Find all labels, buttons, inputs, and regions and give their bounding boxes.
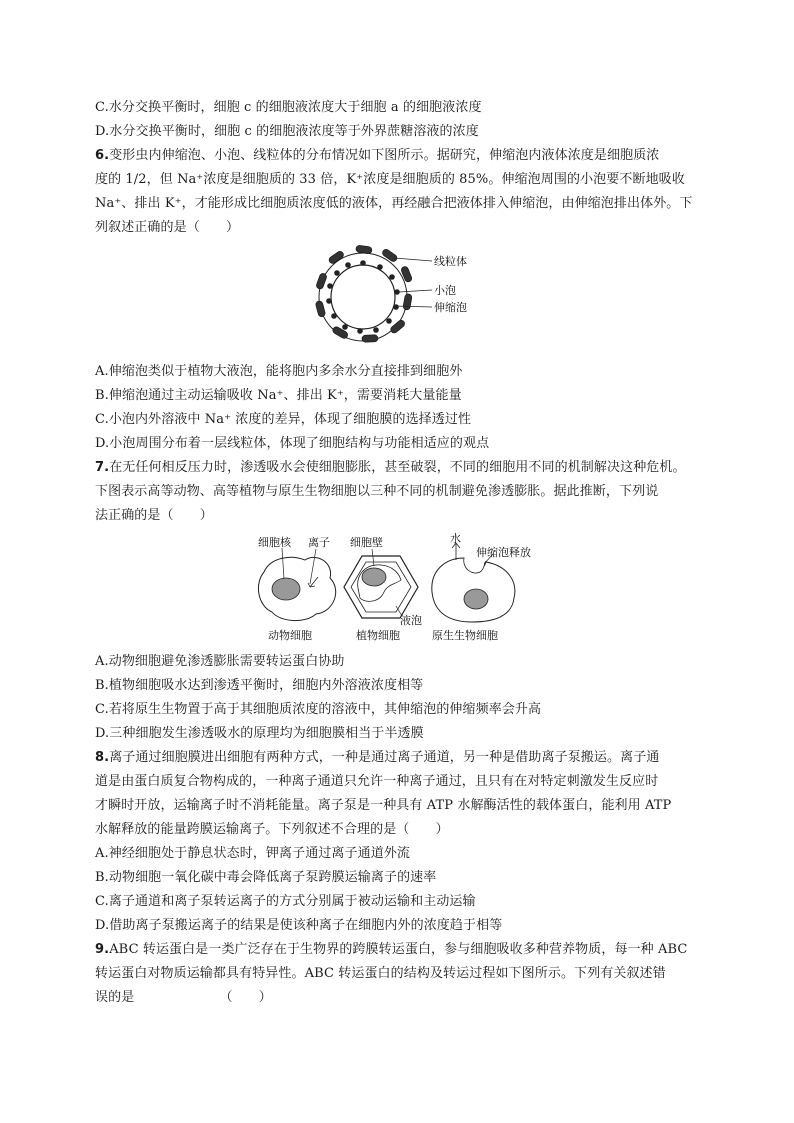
q7-stem-line3: 法正确的是（ ）: [95, 508, 213, 523]
q6-stem-line2: 度的 1/2，但 Na⁺浓度是细胞质的 33 倍，K⁺浓度是细胞质的 85%。伸缩泡周围的小泡要不断地吸收: [95, 172, 685, 187]
q7-option-a: A.动物细胞避免渗透膨胀需要转运蛋白协助: [95, 654, 345, 669]
q8-option-d: D.借助离子泵搬运离子的结果是使该种离子在细胞内外的浓度趋于相等: [95, 918, 503, 933]
caption-animal-cell: 动物细胞: [268, 629, 312, 642]
label-nucleus: 细胞核: [258, 536, 291, 549]
q9-stem-line2: 转运蛋白对物质运输都具有特异性。ABC 转运蛋白的结构及转运过程如下图所示。下列有关叙述错: [95, 966, 666, 981]
q7-option-d: D.三种细胞发生渗透吸水的原理均为细胞膜相当于半透膜: [95, 726, 424, 741]
q6-stem: 6.变形虫内伸缩泡、小泡、线粒体的分布情况如下图所示。据研究，伸缩泡内液体浓度是细胞质浓: [95, 148, 660, 163]
q7-option-b: B.植物细胞吸水达到渗透平衡时，细胞内外溶液浓度相等: [95, 678, 424, 693]
label-vesicle: 小泡: [434, 284, 456, 297]
q9-stem-line3: 误的是 （ ）: [95, 990, 272, 1005]
question-number: 7.: [95, 460, 110, 475]
q8-stem-line4: 水解释放的能量跨膜运输离子。下列叙述不合理的是（ ）: [95, 822, 449, 837]
caption-protist-cell: 原生生物细胞: [432, 629, 498, 642]
q8-option-c: C.离子通道和离子泵转运离子的方式分别属于被动运输和主动运输: [95, 894, 476, 909]
q6-option-d: D.小泡周围分布着一层线粒体，体现了细胞结构与功能相适应的观点: [95, 436, 490, 451]
q8-option-b: B.动物细胞一氧化碳中毒会降低离子泵跨膜运输离子的速率: [95, 870, 437, 885]
osmotic-cells-figure: [250, 532, 550, 644]
q6-option-b: B.伸缩泡通过主动运输吸收 Na⁺、排出 K⁺，需要消耗大量能量: [95, 388, 462, 403]
q5-option-c: C.水分交换平衡时，细胞 c 的细胞液浓度大于细胞 a 的细胞液浓度: [95, 100, 482, 115]
question-number: 6.: [95, 148, 110, 163]
q6-stem-line3: Na⁺、排出 K⁺，才能形成比细胞质浓度低的液体，再经融合把液体排入伸缩泡，由伸缩泡排出体外。下: [95, 196, 693, 211]
label-water: 水: [450, 532, 461, 545]
contractile-vacuole-figure: [310, 244, 500, 346]
q6-option-a: A.伸缩泡类似于植物大液泡，能将胞内多余水分直接排到细胞外: [95, 364, 463, 379]
q9-stem: 9.ABC 转运蛋白是一类广泛存在于生物界的跨膜转运蛋白，参与细胞吸收多种营养物质，每一种 ABC: [95, 942, 688, 957]
label-vacuole: 液泡: [400, 614, 422, 627]
caption-plant-cell: 植物细胞: [356, 629, 400, 642]
q6-stem-line4: 列叙述正确的是（ ）: [95, 220, 240, 235]
q8-stem: 8.离子通过细胞膜进出细胞有两种方式，一种是通过离子通道，另一种是借助离子泵搬运。离子通: [95, 750, 660, 765]
q6-option-c: C.小泡内外溶液中 Na⁺ 浓度的差异，体现了细胞膜的选择透过性: [95, 412, 472, 427]
label-mitochondria: 线粒体: [434, 255, 467, 268]
q8-stem-line3: 才瞬时开放，运输离子时不消耗能量。离子泵是一种具有 ATP 水解酶活性的载体蛋白，能利用 ATP: [95, 798, 672, 813]
q7-stem-line2: 下图表示高等动物、高等植物与原生生物细胞以三种不同的机制避免渗透膨胀。据此推断，下列说: [95, 484, 659, 499]
q8-option-a: A.神经细胞处于静息状态时，钾离子通过离子通道外流: [95, 846, 411, 861]
q7-option-c: C.若将原生生物置于高于其细胞质浓度的溶液中，其伸缩泡的伸缩频率会升高: [95, 702, 542, 717]
label-cell-wall: 细胞壁: [350, 536, 383, 549]
question-number: 8.: [95, 750, 110, 765]
animal-cell: [258, 548, 335, 621]
label-contractile-vacuole: 伸缩泡: [434, 301, 467, 314]
question-number: 9.: [95, 942, 110, 957]
fig1-leader-lines: [394, 258, 432, 307]
label-ion: 离子: [308, 536, 330, 549]
q7-stem: 7.在无任何相反压力时，渗透吸水会使细胞膨胀，甚至破裂，不同的细胞用不同的机制解决这种危机。: [95, 460, 686, 475]
q8-stem-line2: 道是由蛋白质复合物构成的，一种离子通道只允许一种离子通过，且只有在对特定刺激发生反应时: [95, 774, 659, 789]
plant-cell: [344, 549, 418, 618]
q5-option-d: D.水分交换平衡时，细胞 c 的细胞液浓度等于外界蔗糖溶液的浓度: [95, 124, 479, 139]
label-cv-release: 伸缩泡释放: [476, 546, 531, 559]
